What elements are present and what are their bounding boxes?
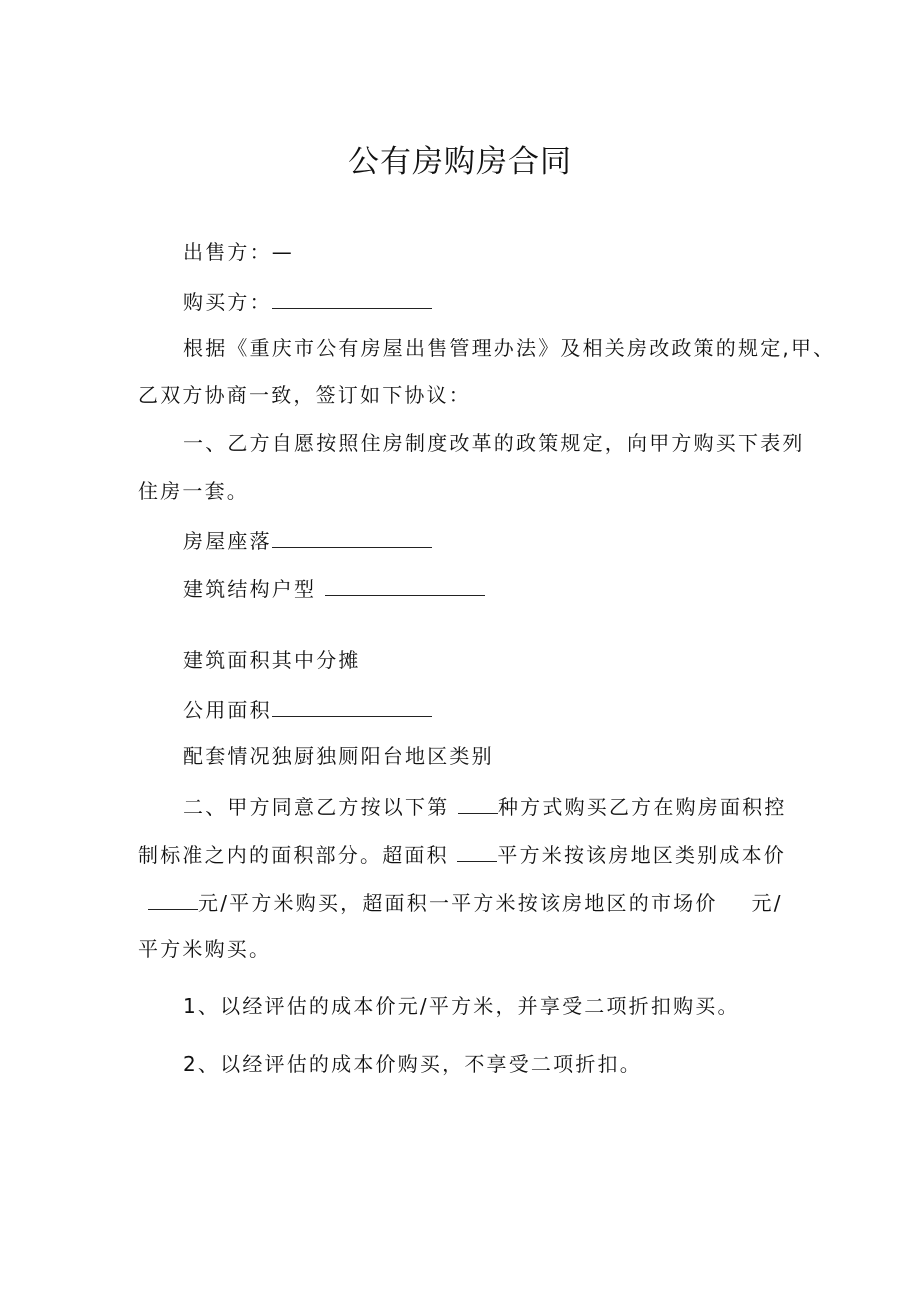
buyer-label: 购买方：	[183, 290, 272, 314]
clause2-line2-part1: 制标准之内的面积部分。超面积	[138, 843, 449, 867]
option-2: 2、以经评估的成本价购买，不享受二项折扣。	[183, 1052, 642, 1076]
public-area-blank	[272, 694, 432, 717]
seller-label: 出售方：—	[183, 240, 294, 264]
option-1: 1、以经评估的成本价元/平方米，并享受二项折扣购买。	[183, 994, 740, 1018]
house-location-blank	[272, 525, 432, 548]
clause1-line-1: 一、乙方自愿按照住房制度改革的政策规定，向甲方购买下表列	[183, 431, 805, 455]
house-location-label: 房屋座落	[183, 529, 272, 553]
clause2-line2-part2: 平方米按该房地区类别成本价	[497, 843, 786, 867]
intro-line-2: 乙双方协商一致，签订如下协议：	[138, 383, 471, 407]
buyer-blank	[272, 286, 432, 309]
public-area-line	[183, 694, 432, 724]
structure-label: 建筑结构户型	[183, 577, 317, 601]
facilities-line: 配套情况独厨独厕阳台地区类别	[183, 744, 494, 768]
clause2-line-4: 平方米购买。	[138, 937, 272, 961]
clause2-line3-part2: 元/	[751, 891, 783, 915]
clause2-line-1	[183, 791, 787, 821]
cost-price-blank	[148, 887, 198, 910]
method-number-blank	[458, 791, 498, 814]
clause1-line-2: 住房一套。	[138, 479, 249, 503]
structure-line	[183, 573, 485, 603]
clause2-part2: 种方式购买乙方在购房面积控	[497, 795, 787, 819]
house-location-line	[183, 525, 432, 555]
clause2-part1: 二、甲方同意乙方按以下第	[183, 795, 450, 819]
clause2-line3-part1: 元/平方米购买，超面积一平方米按该房地区的市场价	[198, 891, 718, 915]
area-line: 建筑面积其中分摊	[183, 648, 361, 672]
public-area-label: 公用面积	[183, 698, 272, 722]
buyer-line	[183, 286, 432, 316]
clause2-line-2	[138, 839, 786, 869]
intro-line-1: 根据《重庆市公有房屋出售管理办法》及相关房改政策的规定,甲、	[183, 336, 836, 360]
excess-area-blank	[457, 839, 497, 862]
clause2-line-3	[148, 887, 783, 917]
structure-blank	[325, 573, 485, 596]
document-title: 公有房购房合同	[348, 144, 572, 180]
seller-line	[183, 238, 294, 266]
